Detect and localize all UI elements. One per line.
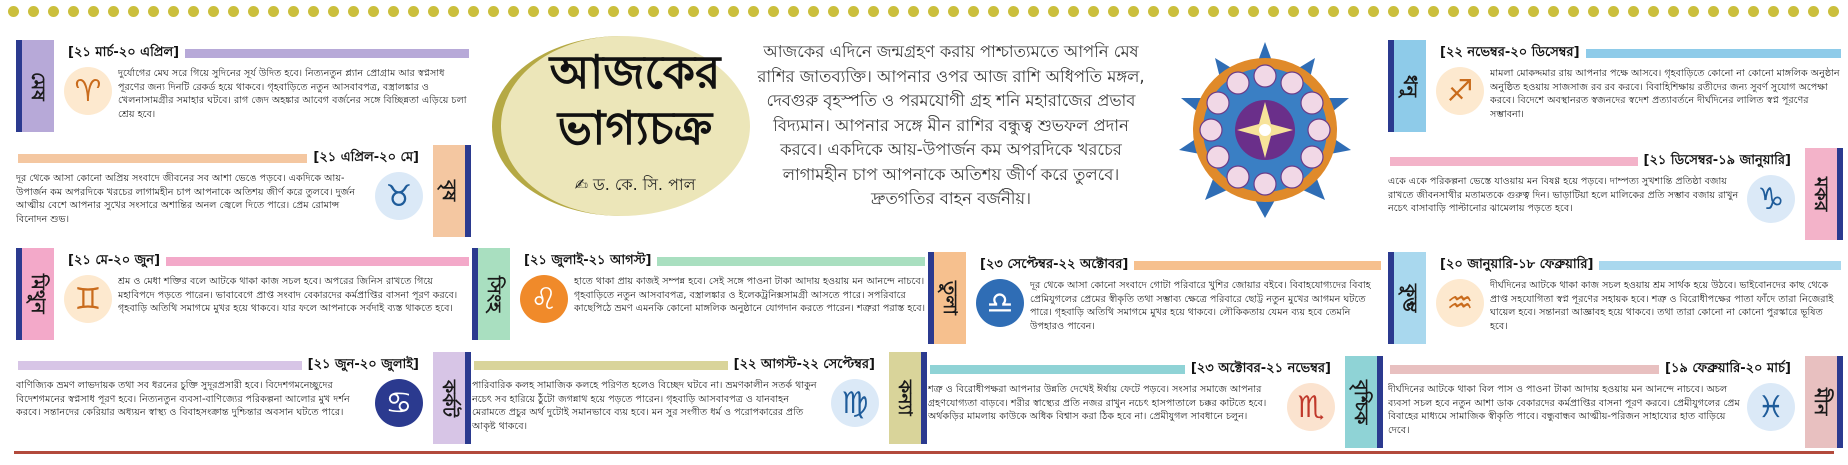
border-dot	[1448, 6, 1459, 17]
sign-name: কুম্ভ	[1399, 283, 1421, 313]
border-dot	[1188, 6, 1199, 17]
sign-name-tab	[433, 352, 471, 444]
border-dot	[1208, 6, 1219, 17]
border-dot	[88, 6, 99, 17]
border-dot	[1308, 6, 1319, 17]
sign-forecast: পারিবারিক কলহ সামাজিক কলহে পরিণত হলেও বিচ্ছেদ ঘটবে না। ভ্রমণকালীন সতর্ক থাকুন নচেৎ সব হারিয়ে ঠুঁটো জগন্নাথ হয়ে পড়তে পারেন। গৃহবাড়ি আসবাবপত্র ও যানবাহন মেরামতে প্রচুর অর্থ দুটোই সমানভাবে ব্যয় হবে। মন সুর সংগীত ধর্ম ও পরোপকারের প্রতি আকৃষ্ট থাকবে।	[472, 380, 817, 432]
border-dot	[948, 6, 959, 17]
sign-dates: [১৯ ফেব্রুয়ারি-২০ মার্চ]	[1665, 360, 1791, 376]
sign-header	[518, 252, 925, 270]
border-dot	[568, 6, 579, 17]
border-dot	[888, 6, 899, 17]
sign-dates: [২১ মে-২০ জুন]	[68, 252, 161, 268]
border-dot	[548, 6, 559, 17]
horoscope-libra	[928, 252, 1383, 344]
border-dot	[1388, 6, 1399, 17]
border-dot	[148, 6, 159, 17]
border-dot	[728, 6, 739, 17]
border-dot	[368, 6, 379, 17]
sign-name: মকর	[1810, 176, 1832, 212]
border-dot	[28, 6, 39, 17]
sign-dates: [২১ জুন-২০ জুলাই]	[307, 356, 419, 372]
border-dot	[448, 6, 459, 17]
sign-name: ধনু	[1399, 75, 1421, 97]
border-dot	[428, 6, 439, 17]
border-dot	[968, 6, 979, 17]
border-dot	[1128, 6, 1139, 17]
gemini-icon: ♊	[64, 275, 112, 323]
sign-header	[62, 252, 469, 270]
border-dot	[188, 6, 199, 17]
border-dot	[1488, 6, 1499, 17]
border-dot	[808, 6, 819, 17]
horoscope-gemini	[16, 248, 471, 340]
sign-header	[1434, 44, 1841, 62]
sign-name-tab	[928, 252, 966, 344]
border-dot	[1048, 6, 1059, 17]
border-dot	[1108, 6, 1119, 17]
dotted-border	[8, 6, 1840, 18]
sign-name: মিথুন	[27, 274, 49, 314]
sign-name-tab	[16, 248, 54, 340]
border-dot	[648, 6, 659, 17]
sign-dates: [২২ নভেম্বর-২০ ডিসেম্বর]	[1440, 44, 1580, 60]
border-dot	[528, 6, 539, 17]
sign-forecast: দূর থেকে আসা কোনো সংবাদে গোটা পরিবারে খুশির জোয়ার বইবে। বিবাহযোগ্যদের বিবাহ প্রেমিযুগলের প্রেমের স্বীকৃতি তথা সম্ভাব্য ক্ষেত্রে পরিবারে ছোট্ট নতুন মুখের আগমন ঘটতে পারে। গৃহবাড়ি অতিথি সমাগমে মুখর হয়ে থাকবে। লৌকিকতায় যেমন ব্যয় হবে তেমনি উপহারও পাবেন।	[1030, 280, 1371, 332]
border-dot	[828, 6, 839, 17]
border-dot	[168, 6, 179, 17]
zodiac-wheel-icon	[1175, 40, 1355, 220]
border-dot	[1268, 6, 1279, 17]
border-dot	[1328, 6, 1339, 17]
taurus-icon: ♉	[375, 172, 423, 220]
sign-name-tab	[1345, 356, 1383, 448]
border-dot	[1088, 6, 1099, 17]
border-dot	[628, 6, 639, 17]
border-dot	[48, 6, 59, 17]
border-dot	[288, 6, 299, 17]
border-dot	[1228, 6, 1239, 17]
border-dot	[788, 6, 799, 17]
sign-name-tab	[1388, 252, 1426, 344]
border-dot	[228, 6, 239, 17]
border-dot	[1148, 6, 1159, 17]
border-dot	[408, 6, 419, 17]
sign-name-tab	[1805, 356, 1843, 448]
horoscope-pisces	[1388, 356, 1843, 448]
border-dot	[268, 6, 279, 17]
border-dot	[1168, 6, 1179, 17]
border-dot	[1668, 6, 1679, 17]
libra-icon: ♎	[976, 279, 1024, 327]
horoscope-aries	[16, 40, 471, 132]
sign-name-tab	[16, 40, 54, 132]
sign-dates: [২১ এপ্রিল-২০ মে]	[313, 149, 419, 165]
border-dot	[1408, 6, 1419, 17]
border-dot	[928, 6, 939, 17]
border-dot	[1748, 6, 1759, 17]
border-dot	[1768, 6, 1779, 17]
sign-name-tab	[472, 248, 510, 340]
border-dot	[388, 6, 399, 17]
sign-name: মীন	[1810, 388, 1832, 416]
border-dot	[1548, 6, 1559, 17]
sign-header	[1434, 256, 1841, 274]
sign-header	[474, 356, 881, 374]
sign-header	[974, 256, 1381, 274]
border-dot	[848, 6, 859, 17]
sign-dates: [২০ জানুয়ারি-১৮ ফেব্রুয়ারি]	[1440, 256, 1594, 272]
bottom-rule	[14, 451, 1834, 454]
capricorn-icon: ♑	[1747, 175, 1795, 223]
horoscope-sagittarius	[1388, 40, 1843, 132]
border-dot	[468, 6, 479, 17]
border-dot	[108, 6, 119, 17]
sign-name: তুলা	[939, 281, 961, 315]
border-dot	[1068, 6, 1079, 17]
sign-name: সিংহ	[483, 275, 505, 313]
border-dot	[328, 6, 339, 17]
sign-dates: [২৩ সেপ্টেম্বর-২২ অক্টোবর]	[980, 256, 1129, 272]
border-dot	[248, 6, 259, 17]
border-dot	[68, 6, 79, 17]
border-dot	[1468, 6, 1479, 17]
sign-name: বৃষ	[438, 180, 460, 202]
sign-dates: [২২ আগস্ট-২২ সেপ্টেম্বর]	[733, 356, 875, 372]
horoscope-aquarius	[1388, 252, 1843, 344]
border-dot	[1348, 6, 1359, 17]
border-dot	[308, 6, 319, 17]
border-dot	[588, 6, 599, 17]
border-dot	[1808, 6, 1819, 17]
border-dot	[488, 6, 499, 17]
border-dot	[768, 6, 779, 17]
intro-text: আজকের এদিনে জন্মগ্রহণ করায় পাশ্চাত্যমতে আপনি মেষ রাশির জাতব্যক্তি। আপনার ওপর আজ রাশি অধিপতি মঙ্গল, দেবগুরু বৃহস্পতি ও পরমযোগী গ্রহ শনি মহারাজের প্রভাব বিদ্যমান। আপনার সঙ্গে মীন রাশির বন্ধুত্ব শুভফল প্রদান করবে। একদিকে আয়-উপার্জন কম অপরদিকে খরচের লাগামহীন চাপ আপনাকে অতিশয় জীর্ণ করে তুলবে। দ্রুতগতির বাহন বর্জনীয়।	[757, 42, 1145, 208]
border-dot	[688, 6, 699, 17]
border-dot	[1728, 6, 1739, 17]
sign-name: কন্যা	[894, 380, 916, 416]
horoscope-taurus	[16, 145, 471, 237]
sign-header	[1390, 152, 1797, 170]
horoscope-virgo	[472, 352, 927, 444]
border-dot	[748, 6, 759, 17]
sign-forecast: দীর্ঘদিনের আটকে থাকা কাজ সচল হওয়ায় শ্রম সার্থক হয়ে উঠবে। ভাইবোনদের কাছ থেকে প্রাপ্ত সহযোগিতা স্বপ্ন পূরণের সহায়ক হবে। শত্রু ও বিরোধীপক্ষের পাতা ফাঁদে তারা নিজেরাই ঘায়েল হবে। সন্তানরা আজ্ঞাবহ হয়ে থাকবে। তথা তারা কোনো না কোনো পুরস্কারে ভূষিত হবে।	[1490, 280, 1834, 332]
border-dot	[208, 6, 219, 17]
border-dot	[668, 6, 679, 17]
virgo-icon: ♍	[831, 379, 879, 427]
sign-dates: [২১ মার্চ-২০ এপ্রিল]	[68, 44, 180, 60]
aries-icon: ♈	[64, 67, 112, 115]
border-dot	[908, 6, 919, 17]
scorpio-icon: ♏	[1287, 383, 1335, 431]
border-dot	[1828, 6, 1839, 17]
border-dot	[1028, 6, 1039, 17]
aquarius-icon: ♒	[1436, 279, 1484, 327]
border-dot	[1588, 6, 1599, 17]
sign-dates: [২৩ অক্টোবর-২১ নভেম্বর]	[1190, 360, 1331, 376]
sign-forecast: মামলা মোকদ্দমার রায় আপনার পক্ষে আসবে। গৃহবাড়িতে কোনো না কোনো মাঙ্গলিক অনুষ্ঠান অনুষ্ঠিত হওয়ায় সাজসাজ রব রব করবে। বিবাহিশিক্ষায় রতীদের জন্য সুবর্ণ সুযোগ অপেক্ষা করবে। বিদেশে অবস্থানরত স্বজনদের স্বদেশ প্রত্যাবর্তনে দীর্ঘদিনের লালিত স্বপ্ন পূরণের সম্ভাবনা।	[1490, 68, 1840, 120]
sign-header	[1390, 360, 1797, 378]
border-dot	[1508, 6, 1519, 17]
sign-name: বৃশ্চিক	[1350, 379, 1372, 425]
horoscope-scorpio	[928, 356, 1383, 448]
border-dot	[1628, 6, 1639, 17]
border-dot	[1708, 6, 1719, 17]
sign-forecast: হাতে থাকা প্রায় কাজই সম্পন্ন হবে। সেই সঙ্গে পাওনা টাকা আদায় হওয়ায় মন আনন্দে নাচবে। গৃহবাড়িতে নতুন আসবাবপত্র, বস্ত্রালঙ্কার ও ইলেকট্রনিক্সসামগ্রী আসতে পারে। সপরিবারে কাছেপিঠে ভ্রমণ এমনকি কোনো মাঙ্গলিক অনুষ্ঠানে যোগদান করতে পারেন। শত্রুরা পরাস্ত হবে।	[574, 276, 925, 315]
border-dot	[1248, 6, 1259, 17]
sign-forecast: দূর থেকে আসা কোনো অপ্রিয় সংবাদে জীবনের সব আশা ভেঙে পড়বে। একদিকে আয়-উপার্জন কম অপরদিকে খরচের লাগামহীন চাপ আপনাকে অতিশয় জীর্ণ করে তুলবে। দুর্জন আত্মীয় বেশে আপনার সুখের সংসারে অশান্তির অনল জ্বেলে দিতে পারে। প্রেম রোমান্স বিনোদন শুভ।	[16, 173, 355, 225]
sign-name-tab	[433, 145, 471, 237]
border-dot	[608, 6, 619, 17]
border-dot	[8, 6, 19, 17]
border-dot	[1688, 6, 1699, 17]
border-dot	[988, 6, 999, 17]
border-dot	[128, 6, 139, 17]
sagittarius-icon: ♐	[1436, 67, 1484, 115]
sign-dates: [২১ ডিসেম্বর-১৯ জানুয়ারি]	[1643, 152, 1791, 168]
border-dot	[868, 6, 879, 17]
sign-header	[930, 360, 1337, 378]
border-dot	[1288, 6, 1299, 17]
cancer-icon: ♋	[375, 379, 423, 427]
pisces-icon: ♓	[1747, 383, 1795, 431]
horoscope-leo	[472, 248, 927, 340]
sign-header	[62, 44, 469, 62]
sign-name-tab	[1388, 40, 1426, 132]
border-dot	[348, 6, 359, 17]
border-dot	[1008, 6, 1019, 17]
border-dot	[1648, 6, 1659, 17]
border-dot	[1428, 6, 1439, 17]
sign-name: মেষ	[27, 71, 49, 101]
sign-header	[18, 356, 425, 374]
leo-icon: ♌	[520, 275, 568, 323]
sign-forecast: দীর্ঘদিনের আটকে থাকা বিল পাস ও পাওনা টাকা আদায় হওয়ায় মন আনন্দে নাচবে। অচল ব্যবসা সচল হবে নতুন আশা ডাক বেকারদের কর্মপ্রাপ্তির বাসনা পূরণ করবে। প্রেমীযুগলের প্রেম বিবাহের মাধ্যমে সামাজিক স্বীকৃতি পাবে। বন্ধুবান্ধব আত্মীয়-পরিজন সাহায্যের হাত বাড়িয়ে দেবে।	[1388, 384, 1740, 436]
border-dot	[1568, 6, 1579, 17]
border-dot	[1528, 6, 1539, 17]
horoscope-cancer	[16, 352, 471, 444]
sign-name-tab	[889, 352, 927, 444]
horoscope-capricorn	[1388, 148, 1843, 240]
sign-forecast: বাণিজ্যিক ভ্রমণ লাভদায়ক তথা সব ধরনের চুক্তি সুদূরপ্রসারী হবে। বিদেশগমনেচ্ছুদের বিদেশগমনের স্বপ্নসাধ পূরণ হবে। নিত্যনতুন ব্যবসা-বাণিজ্যের পরিকল্পনা আলোর মুখ দর্শন করবে। সন্তানদের কেরিয়ার অধ্যয়ন স্বাস্থ্য ও বিবাহসংক্রান্ত দুশ্চিন্তার অবসান ঘটতে পারে।	[16, 380, 350, 419]
feature-title: আজকের ভাগ্যচক্র	[549, 45, 721, 155]
border-dot	[508, 6, 519, 17]
byline: ✍ ড. কে. সি. পাল	[574, 175, 696, 194]
sign-name-tab	[1805, 148, 1843, 240]
border-dot	[1788, 6, 1799, 17]
border-dot	[1368, 6, 1379, 17]
sign-forecast: একে একে পরিকল্পনা ভেস্তে যাওয়ায় মন বিষণ্ণ হয়ে পড়বে। দাম্পত্য সুখশান্তি প্রতিষ্ঠা বজায় রাখতে জীবনসাথীর মতামতকে গুরুত্ব দিন। ভাড়াটিয়া হলে মালিকের প্রতি সম্ভাব বজায় রাখুন নচেৎ বাসাবাড়ি পাল্টানোর ঝামেলায় পড়তে হবে।	[1388, 176, 1739, 215]
sign-forecast: দুর্যোগের মেঘ সরে গিয়ে সুদিনের সূর্য উদিত হবে। নিত্যনতুন প্ল্যান প্রোগ্রাম আর স্বপ্নসাধ পূরণের জন্য দিনটি রেকর্ড হয়ে থাকবে। গৃহবাড়িতে নতুন আসবাবপত্র, বস্ত্রালঙ্কার ও খেলনাসামগ্রীর সমাহার ঘটবে। রাগ জেদ অহঙ্কার আবেগ বর্জনের সঙ্গে বিচ্ছিন্নতা এড়িয়ে চলা শ্রেয় হবে।	[118, 68, 467, 120]
border-dot	[1608, 6, 1619, 17]
border-dot	[708, 6, 719, 17]
sign-name: কর্কট	[438, 379, 460, 417]
sign-forecast: শ্রম ও মেধা শক্তির বলে আটকে থাকা কাজ সচল হবে। অপরের জিনিস রাখতে গিয়ে মহাবিপদে পড়তে পারেন। ভাবাবেগে প্রাপ্ত সংবাদ বেকারদের কর্মপ্রাপ্তির বাসনা পূরণ করবে। গৃহবাড়ি অতিথি সমাগমে মুখর হয়ে থাকবে। যার ফলে আপনাকে সর্বদাই ব্যস্ত থাকতে হবে।	[118, 276, 458, 315]
sign-dates: [২১ জুলাই-২১ আগস্ট]	[524, 252, 652, 268]
sign-header	[18, 149, 425, 167]
sign-forecast: শত্রু ও বিরোধীপক্ষরা আপনার উন্নতি দেখেই ঈর্ষায় ফেটে পড়বে। সংসার সমাজে আপনার গ্রহণযোগ্যতা বাড়বে। শরীর স্বাস্থ্যের প্রতি নজর রাখুন নচেৎ হাসপাতালে চক্কর কাটতে হবে। অর্থকড়ির মামলায় কাউকে অধিক বিশ্বাস করা ঠিক হবে না। প্রেমীযুগল সাবধানে চলুন।	[928, 384, 1267, 423]
